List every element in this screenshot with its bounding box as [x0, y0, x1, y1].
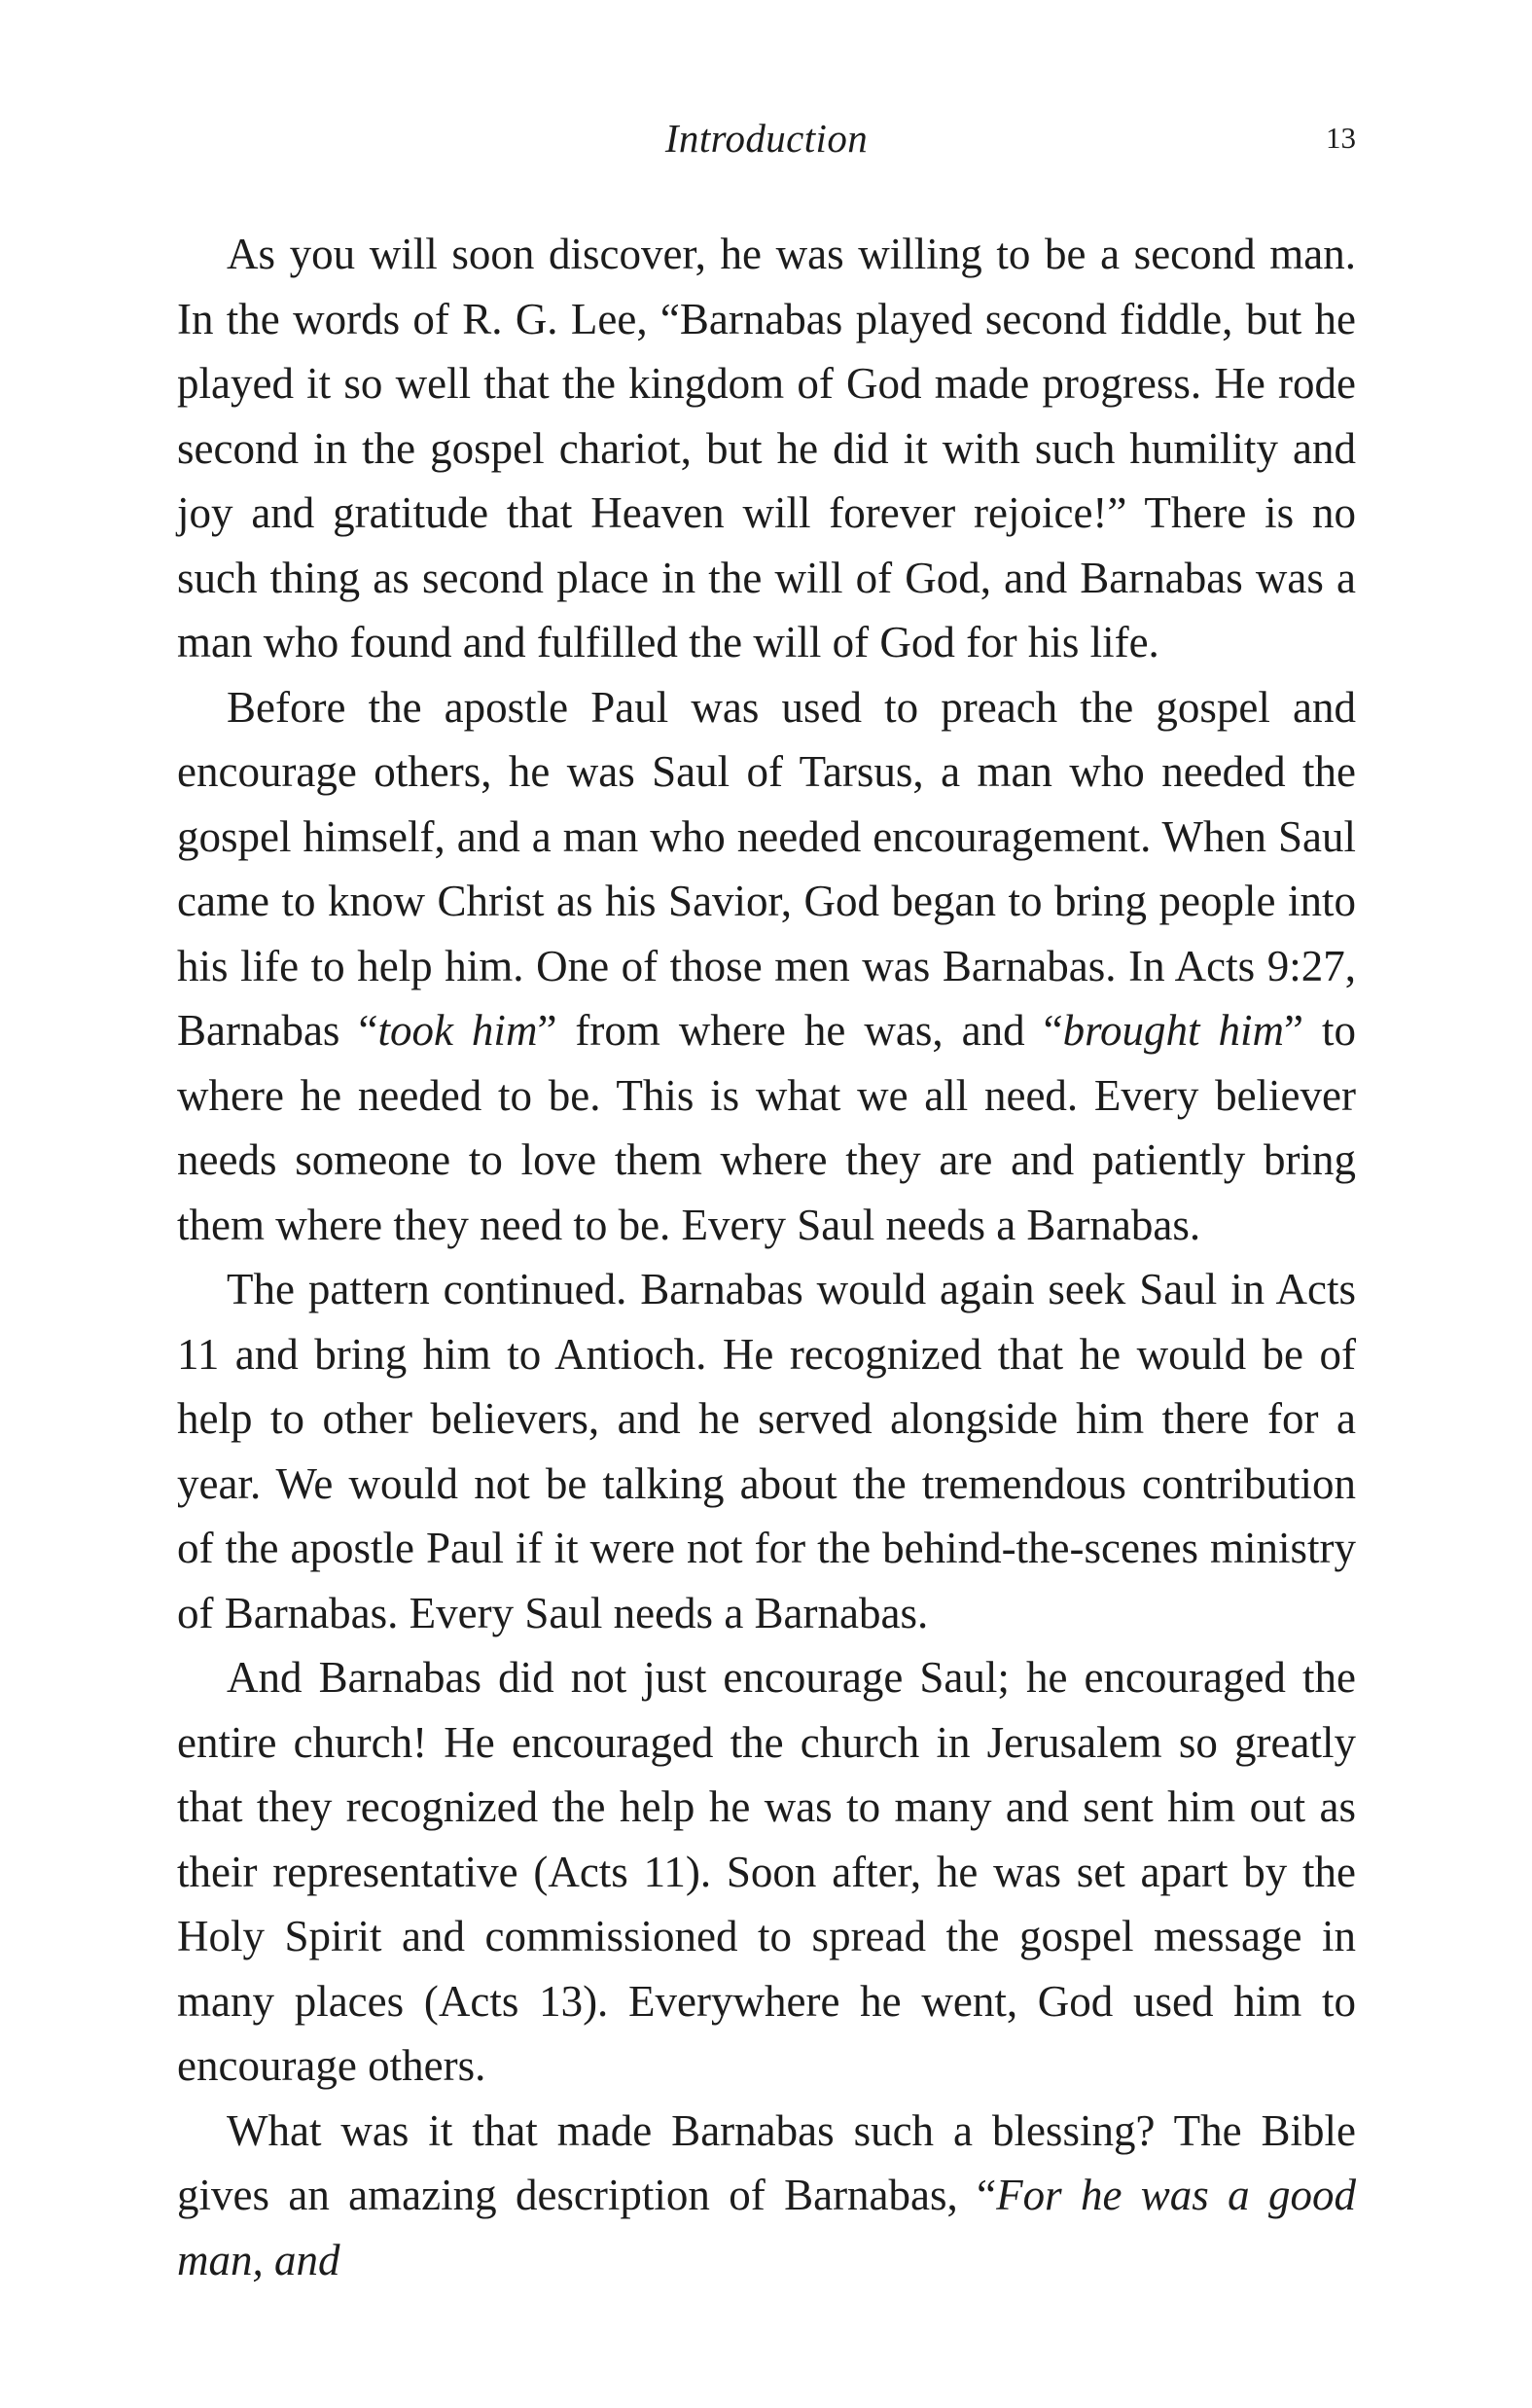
paragraph-5: [177, 2099, 1356, 2293]
paragraph-text: ” from where he was, and “: [537, 1006, 1063, 1055]
italic-quote: took him: [377, 1006, 538, 1055]
paragraph-4: [177, 1645, 1356, 2099]
italic-quote: brought him: [1062, 1006, 1284, 1055]
running-title: Introduction: [664, 116, 869, 161]
italic-quote: For he was a good man, and: [177, 2171, 1356, 2284]
running-header: [177, 115, 1356, 173]
paragraph-text: What was it that made Barnabas such a blessing? The Bible gives an amazing description of Barnabas, “: [177, 2105, 1356, 2219]
paragraph-text: The pattern continued. Barnabas would again seek Saul in Acts 11 and bring him to Antioch. He recognized that he would be of help to other believers, and he served alongside him there for a year. We would not be talking about the tremendous contribution of the apostle Paul if it were not for the behind-the-scenes ministry of Barnabas. Every Saul needs a Barnabas.: [177, 1265, 1356, 1637]
body-text: [177, 222, 1356, 2292]
paragraph-1: [177, 222, 1356, 675]
paragraph-3: [177, 1257, 1356, 1645]
paragraph-text: And Barnabas did not just encourage Saul; he encouraged the entire church! He encouraged the church in Jerusalem so greatly that they recognized the help he was to many and sent him out as their representative (Acts 11). Soon after, he was set apart by the Holy Spirit and commissioned to spread the gospel message in many places (Acts 13). Everywhere he went, God used him to encourage others.: [177, 1653, 1356, 2090]
paragraph-text: As you will soon discover, he was willing to be a second man. In the words of R. G. Lee, “Barnabas played second fiddle, but he played it so well that the kingdom of God made progress. He rode second in the gospel chariot, but he did it with such humility and joy and gratitude that Heaven will forever rejoice!” There is no such thing as second place in the will of God, and Barnabas was a man who found and fulfilled the will of God for his life.: [177, 230, 1356, 666]
paragraph-text: ” to where he needed to be. This is what we all need. Every believer needs someone to love them where they are and patiently bring them where they need to be. Every Saul needs a Barnabas.: [177, 1006, 1356, 1249]
page-number: 13: [1326, 121, 1356, 155]
paragraph-2: [177, 675, 1356, 1258]
paragraph-text: Before the apostle Paul was used to preach the gospel and encourage others, he was Saul of Tarsus, a man who needed the gospel himself, and a man who needed encouragement. When Saul came to know Christ as his Savior, God began to bring people into his life to help him. One of those men was Barnabas. In Acts 9:27, Barnabas “: [177, 682, 1356, 1055]
